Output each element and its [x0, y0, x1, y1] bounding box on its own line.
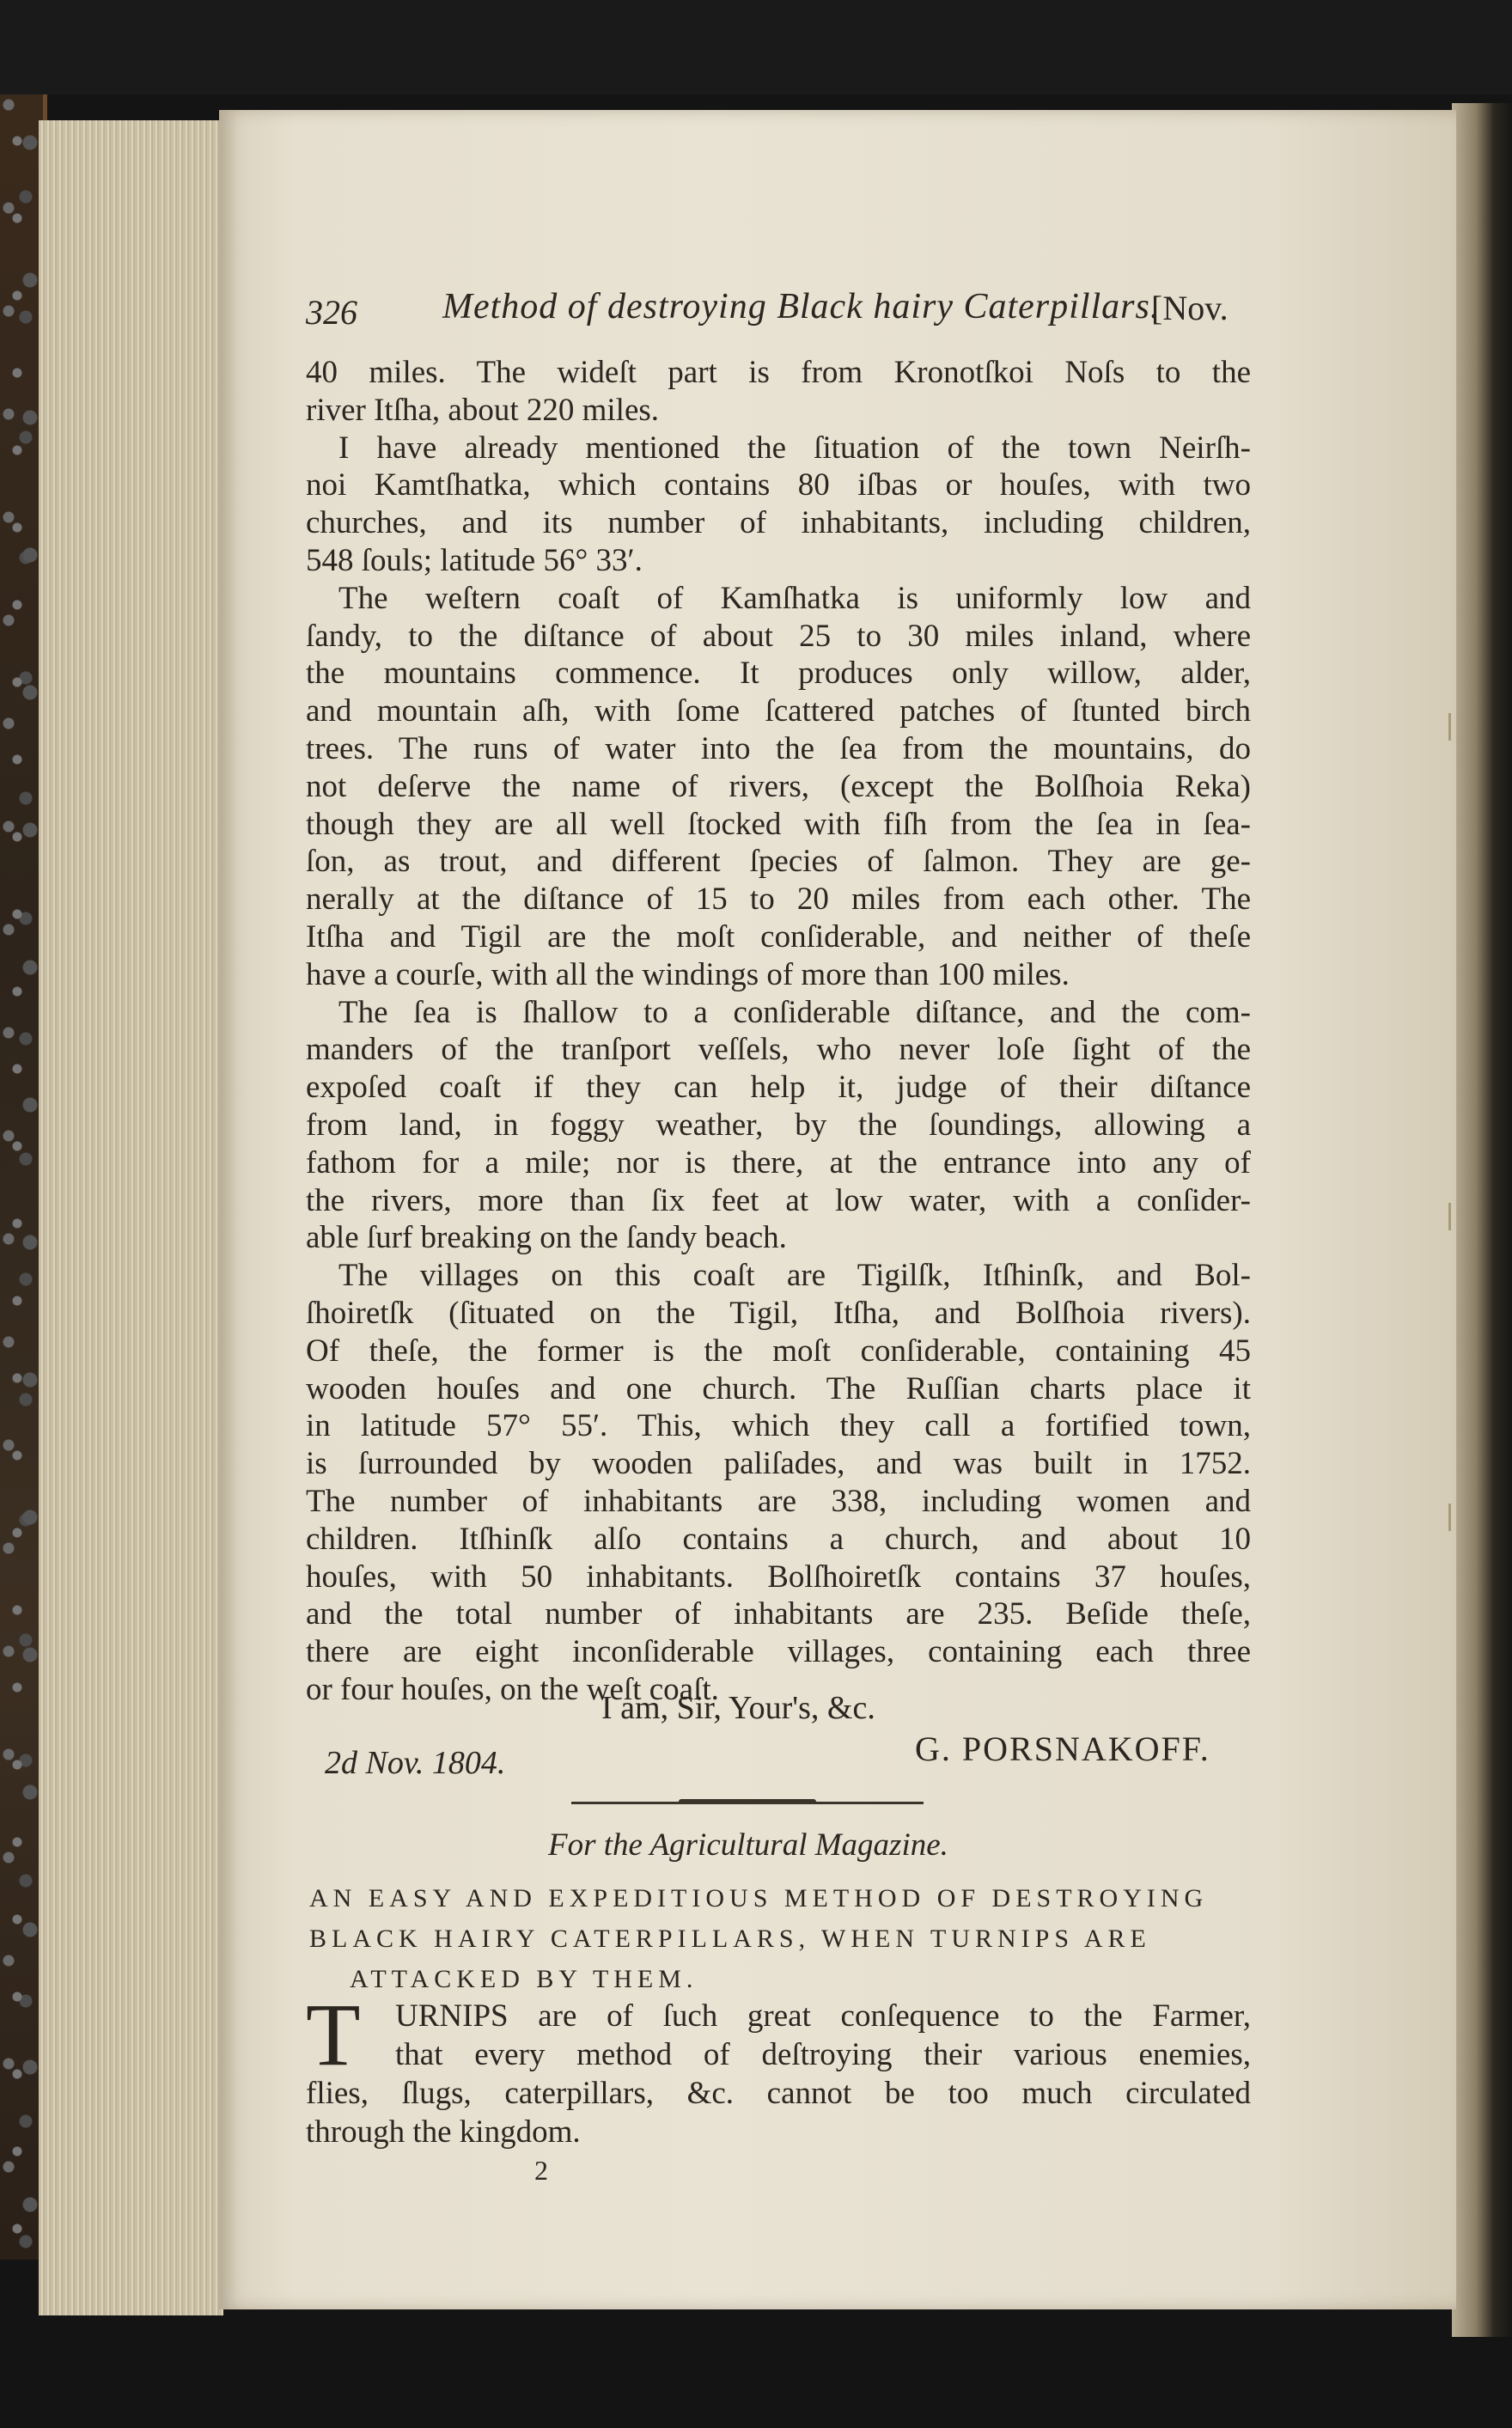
article-heading-line: ATTACKED BY THEM.: [350, 1965, 698, 1993]
catchword: 2: [534, 2155, 548, 2186]
article-line: and mountain aſh, with ſome ſcattered patches of ſtunted birch: [306, 693, 1251, 729]
article-line: ſandy, to the diſtance of about 25 to 30 miles inland, where: [306, 619, 1251, 654]
article-line: URNIPS are of ſuch great conſequence to the Farmer,: [395, 1998, 1251, 2034]
article-line: expoſed coaſt if they can help it, judge of their diſtance: [306, 1070, 1251, 1105]
article-line: churches, and its number of inhabitants, including children,: [306, 505, 1251, 540]
article-line: The number of inhabitants are 338, including women and: [306, 1484, 1251, 1519]
article-line: have a courſe, with all the windings of more than 100 miles.: [306, 957, 1070, 992]
article-line: and the total number of inhabitants are 235. Beſide theſe,: [306, 1596, 1251, 1632]
running-title: Method of destroying Black hairy Caterpillars.: [442, 287, 1161, 326]
margin-mark: [1448, 1203, 1451, 1230]
article-line: wooden houſes and one church. The Ruſſian charts place it: [306, 1371, 1251, 1406]
running-month: [Nov.: [1151, 289, 1228, 327]
letter-signoff: I am, Sir, Your's, &c.: [601, 1690, 875, 1726]
article-line: The villages on this coaſt are Tigilſk, Itſhinſk, and Bol-: [338, 1258, 1251, 1293]
article-line: there are eight inconſiderable villages, containing each three: [306, 1634, 1251, 1669]
article-line: is ſurrounded by wooden paliſades, and was built in 1752.: [306, 1446, 1251, 1481]
article-line: or four houſes, on the weſt coaſt.: [306, 1672, 719, 1707]
drop-cap: T: [306, 1986, 361, 2084]
letter-date: 2d Nov. 1804.: [325, 1745, 506, 1781]
article-line: fathom for a mile; nor is there, at the entrance into any of: [306, 1145, 1251, 1180]
dark-background: [0, 0, 1512, 95]
article-heading-line: AN EASY AND EXPEDITIOUS METHOD OF DESTROYING: [309, 1884, 1209, 1913]
marbled-endpaper: [0, 95, 43, 2260]
article-line: the mountains commence. It produces only willow, alder,: [306, 656, 1251, 691]
article-line: nerally at the diſtance of 15 to 20 miles from each other. The: [306, 882, 1251, 917]
article-line: the rivers, more than ſix feet at low water, with a conſider-: [306, 1183, 1251, 1218]
article-line: 548 ſouls; latitude 56° 33′.: [306, 543, 643, 578]
margin-mark: [1448, 713, 1451, 741]
article-line: river Itſha, about 220 miles.: [306, 393, 660, 428]
article-heading-line: BLACK HAIRY CATERPILLARS, WHEN TURNIPS ARE: [309, 1925, 1151, 1953]
article-line: not deſerve the name of rivers, (except the Bolſhoia Reka): [306, 769, 1251, 804]
article-line: ſon, as trout, and different ſpecies of ſalmon. They are ge-: [306, 844, 1251, 879]
article-line: I have already mentioned the ſituation of the town Neirſh-: [338, 430, 1251, 466]
article-line: Of theſe, the former is the moſt conſiderable, containing 45: [306, 1333, 1251, 1369]
article-line: The ſea is ſhallow to a conſiderable diſtance, and the com-: [338, 995, 1251, 1030]
section-source-line: For the Agricultural Magazine.: [548, 1827, 948, 1863]
article-line: manders of the tranſport veſſels, who never loſe ſight of the: [306, 1032, 1251, 1067]
section-divider-ornament: [679, 1799, 816, 1804]
article-line: 40 miles. The wideſt part is from Kronotſkoi Noſs to the: [306, 355, 1251, 390]
article-line: The weſtern coaſt of Kamſhatka is uniformly low and: [338, 581, 1251, 616]
article-line: able ſurf breaking on the ſandy beach.: [306, 1220, 787, 1255]
article-line: children. Itſhinſk alſo contains a church, and about 10: [306, 1522, 1251, 1557]
article-line: trees. The runs of water into the ſea from the mountains, do: [306, 731, 1251, 766]
article-line: from land, in foggy weather, by the ſoundings, allowing a: [306, 1107, 1251, 1143]
article-line: flies, ſlugs, caterpillars, &c. cannot be too much circulated: [306, 2076, 1251, 2111]
page-edges: [39, 120, 223, 2315]
article-line: ſhoiretſk (ſituated on the Tigil, Itſha, and Bolſhoia rivers).: [306, 1296, 1251, 1331]
article-line: through the kingdom.: [306, 2114, 581, 2150]
article-line: that every method of deſtroying their various enemies,: [395, 2037, 1251, 2072]
margin-mark: [1448, 1504, 1451, 1531]
article-line: Itſha and Tigil are the moſt conſiderable, and neither of theſe: [306, 919, 1251, 955]
letter-signature: G. PORSNAKOFF.: [915, 1729, 1210, 1768]
page-number: 326: [306, 293, 357, 332]
article-line: in latitude 57° 55′. This, which they call a fortified town,: [306, 1408, 1251, 1443]
article-line: noi Kamtſhatka, which contains 80 iſbas or houſes, with two: [306, 467, 1251, 503]
facing-page-edge: [1452, 103, 1512, 2337]
article-line: houſes, with 50 inhabitants. Bolſhoiretſk contains 37 houſes,: [306, 1559, 1251, 1595]
article-line: though they are all well ſtocked with fiſh from the ſea in ſea-: [306, 807, 1251, 842]
